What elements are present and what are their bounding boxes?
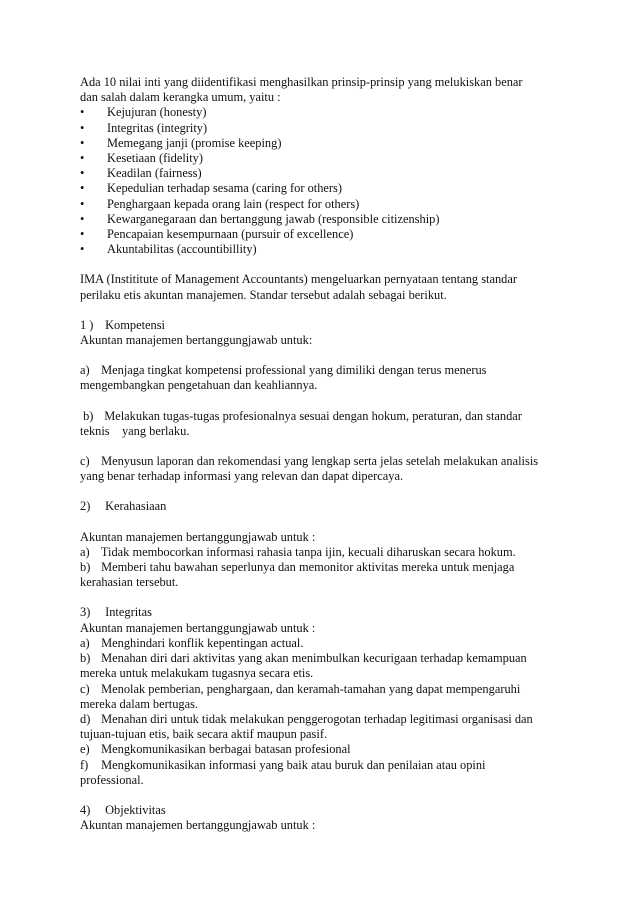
section-heading-kompetensi: 1 ) Kompetensi: [80, 317, 165, 332]
bullet-icon: •: [80, 120, 85, 135]
list-item: a) Menjaga tingkat kompetensi professional yang dimiliki dengan terus menerus: [80, 363, 487, 378]
bullet-icon: •: [80, 211, 85, 226]
section-lead: Akuntan manajemen bertanggungjawab untuk:: [80, 333, 313, 348]
section-lead: Akuntan manajemen bertanggungjawab untuk :: [80, 620, 316, 635]
ima-line-2: perilaku etis akuntan manajemen. Standar tersebut adalah sebagai berikut.: [80, 287, 447, 302]
section-lead: Akuntan manajemen bertanggungjawab untuk :: [80, 529, 316, 544]
spacer: [80, 348, 570, 363]
list-item: b) Memberi tahu bawahan seperlunya dan memonitor aktivitas mereka untuk menjaga: [80, 560, 515, 575]
list-item: f) Mengkomunikasikan informasi yang baik atau buruk dan penilaian atau opini: [80, 757, 486, 772]
list-item: • Kepedulian terhadap sesama (caring for others): [80, 181, 342, 196]
ima-line-1: IMA (Instititute of Management Accountants) mengeluarkan pernyataan tentang standar: [80, 272, 517, 287]
section-lead: Akuntan manajemen bertanggungjawab untuk :: [80, 818, 316, 833]
spacer: [80, 590, 570, 605]
list-item: a) Tidak membocorkan informasi rahasia tanpa ijin, kecuali diharuskan secara hokum.: [80, 544, 516, 559]
list-item: c) Menolak pemberian, penghargaan, dan keramah-tamahan yang dapat mempengaruhi: [80, 681, 521, 696]
list-item-continuation: tujuan-tujuan etis, baik secara aktif maupun pasif.: [80, 727, 328, 742]
bullet-icon: •: [80, 181, 85, 196]
section-heading-integritas: 3) Integritas: [80, 605, 152, 620]
list-item-continuation: mereka untuk melakukam tugasnya secara etis.: [80, 666, 314, 681]
bullet-icon: •: [80, 166, 85, 181]
list-item: b) Melakukan tugas-tugas profesionalnya sesuai dengan hokum, peraturan, dan standar: [83, 408, 522, 423]
bullet-icon: •: [80, 151, 85, 166]
spacer: [80, 303, 570, 318]
bullet-icon: •: [80, 135, 85, 150]
list-item: • Akuntabilitas (accountibillity): [80, 242, 257, 257]
list-item-continuation: yang benar terhadap informasi yang relevan dan dapat dipercaya.: [80, 469, 404, 484]
list-item: • Keadilan (fairness): [80, 166, 202, 181]
list-item: • Kejujuran (honesty): [80, 105, 207, 120]
list-item: • Integritas (integrity): [80, 120, 208, 135]
bullet-icon: •: [80, 227, 85, 242]
spacer: [80, 439, 570, 454]
spacer: [80, 515, 570, 530]
bullet-icon: •: [80, 105, 85, 120]
list-item: c) Menyusun laporan dan rekomendasi yang lengkap serta jelas setelah melakukan analisis: [80, 454, 539, 469]
section-heading-objektivitas: 4) Objektivitas: [80, 802, 166, 817]
list-item: a) Menghindari konflik kepentingan actual.: [80, 635, 304, 650]
list-item-continuation: teknis yang berlaku.: [80, 423, 190, 438]
list-item-continuation: kerahasian tersebut.: [80, 575, 179, 590]
spacer: [80, 257, 570, 272]
list-item: e) Mengkomunikasikan berbagai batasan profesional: [80, 742, 351, 757]
bullet-icon: •: [80, 242, 85, 257]
list-item: b) Menahan diri dari aktivitas yang akan menimbulkan kecurigaan terhadap kemampuan: [80, 651, 527, 666]
bullet-icon: •: [80, 196, 85, 211]
list-item: • Pencapaian kesempurnaan (pursuir of excellence): [80, 227, 354, 242]
spacer: [80, 394, 570, 409]
spacer: [80, 484, 570, 499]
list-item: • Kewarganegaraan dan bertanggung jawab (responsible citizenship): [80, 211, 440, 226]
list-item-continuation: mengembangkan pengetahuan dan keahliannya.: [80, 378, 318, 393]
list-item-continuation: professional.: [80, 772, 144, 787]
core-values-list: [80, 105, 570, 257]
list-item-continuation: mereka dalam bertugas.: [80, 696, 199, 711]
list-item: • Penghargaan kepada orang lain (respect for others): [80, 196, 360, 211]
list-item: d) Menahan diri untuk tidak melakukan penggerogotan terhadap legitimasi organisasi dan: [80, 711, 533, 726]
spacer: [80, 788, 570, 803]
list-item: • Kesetiaan (fidelity): [80, 151, 203, 166]
intro-line-2: dan salah dalam kerangka umum, yaitu :: [80, 90, 281, 105]
list-item: • Memegang janji (promise keeping): [80, 135, 282, 150]
section-heading-kerahasiaan: 2) Kerahasiaan: [80, 499, 167, 514]
intro-line-1: Ada 10 nilai inti yang diidentifikasi menghasilkan prinsip-prinsip yang melukiskan benar: [80, 75, 523, 89]
document-page: [80, 75, 570, 833]
